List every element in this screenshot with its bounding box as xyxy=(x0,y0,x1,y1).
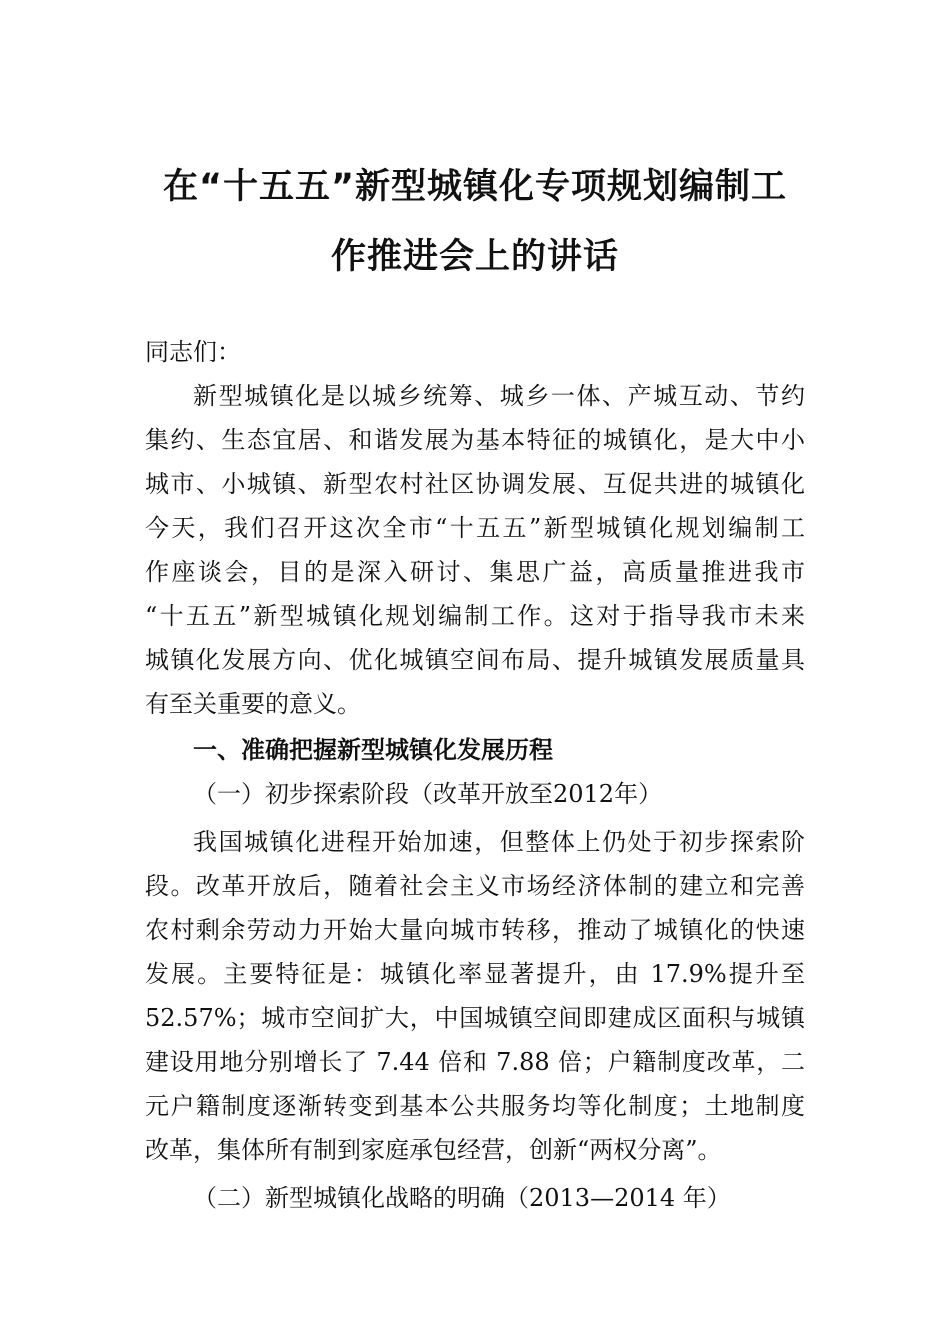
paragraph-line: 农村剩余劳动力开始大量向城市转移，推动了城镇化的快速 xyxy=(145,916,805,944)
paragraph-line: 52.57%；城市空间扩大，中国城镇空间即建成区面积与城镇 xyxy=(145,1004,805,1032)
paragraph-line: “十五五”新型城镇化规划编制工作。这对于指导我市未来 xyxy=(145,602,805,630)
paragraph-line: 今天，我们召开这次全市“十五五”新型城镇化规划编制工 xyxy=(145,514,805,542)
paragraph-line: 建设用地分别增长了 7.44 倍和 7.88 倍；户籍制度改革，二 xyxy=(145,1048,805,1076)
document-title-line-2: 作推进会上的讲话 xyxy=(330,237,619,277)
paragraph-line: 我国城镇化进程开始加速，但整体上仍处于初步探索阶 xyxy=(193,828,805,856)
subsection-heading: （二）新型城镇化战略的明确（2013—2014 年） xyxy=(193,1184,731,1212)
paragraph-line: 新型城镇化是以城乡统筹、城乡一体、产城互动、节约 xyxy=(193,382,805,410)
paragraph-line: 城市、小城镇、新型农村社区协调发展、互促共进的城镇化 xyxy=(145,470,805,498)
subsection-heading: （一）初步探索阶段（改革开放至2012年） xyxy=(193,780,663,808)
paragraph-line: 城镇化发展方向、优化城镇空间布局、提升城镇发展质量具 xyxy=(145,646,805,674)
salutation: 同志们： xyxy=(145,338,241,366)
paragraph-line: 元户籍制度逐渐转变到基本公共服务均等化制度；土地制度 xyxy=(145,1092,805,1120)
document-title-line-1: 在“十五五”新型城镇化专项规划编制工 xyxy=(162,167,787,207)
section-heading: 一、准确把握新型城镇化发展历程 xyxy=(193,736,553,764)
paragraph-line: 改革，集体所有制到家庭承包经营，创新“两权分离”。 xyxy=(145,1136,722,1164)
paragraph-line: 集约、生态宜居、和谐发展为基本特征的城镇化，是大中小 xyxy=(145,426,805,454)
paragraph-line: 段。改革开放后，随着社会主义市场经济体制的建立和完善 xyxy=(145,872,805,900)
paragraph-line: 有至关重要的意义。 xyxy=(145,690,361,718)
paragraph-line: 发展。主要特征是：城镇化率显著提升，由 17.9%提升至 xyxy=(145,960,805,988)
paragraph-line: 作座谈会，目的是深入研讨、集思广益，高质量推进我市 xyxy=(145,558,805,586)
